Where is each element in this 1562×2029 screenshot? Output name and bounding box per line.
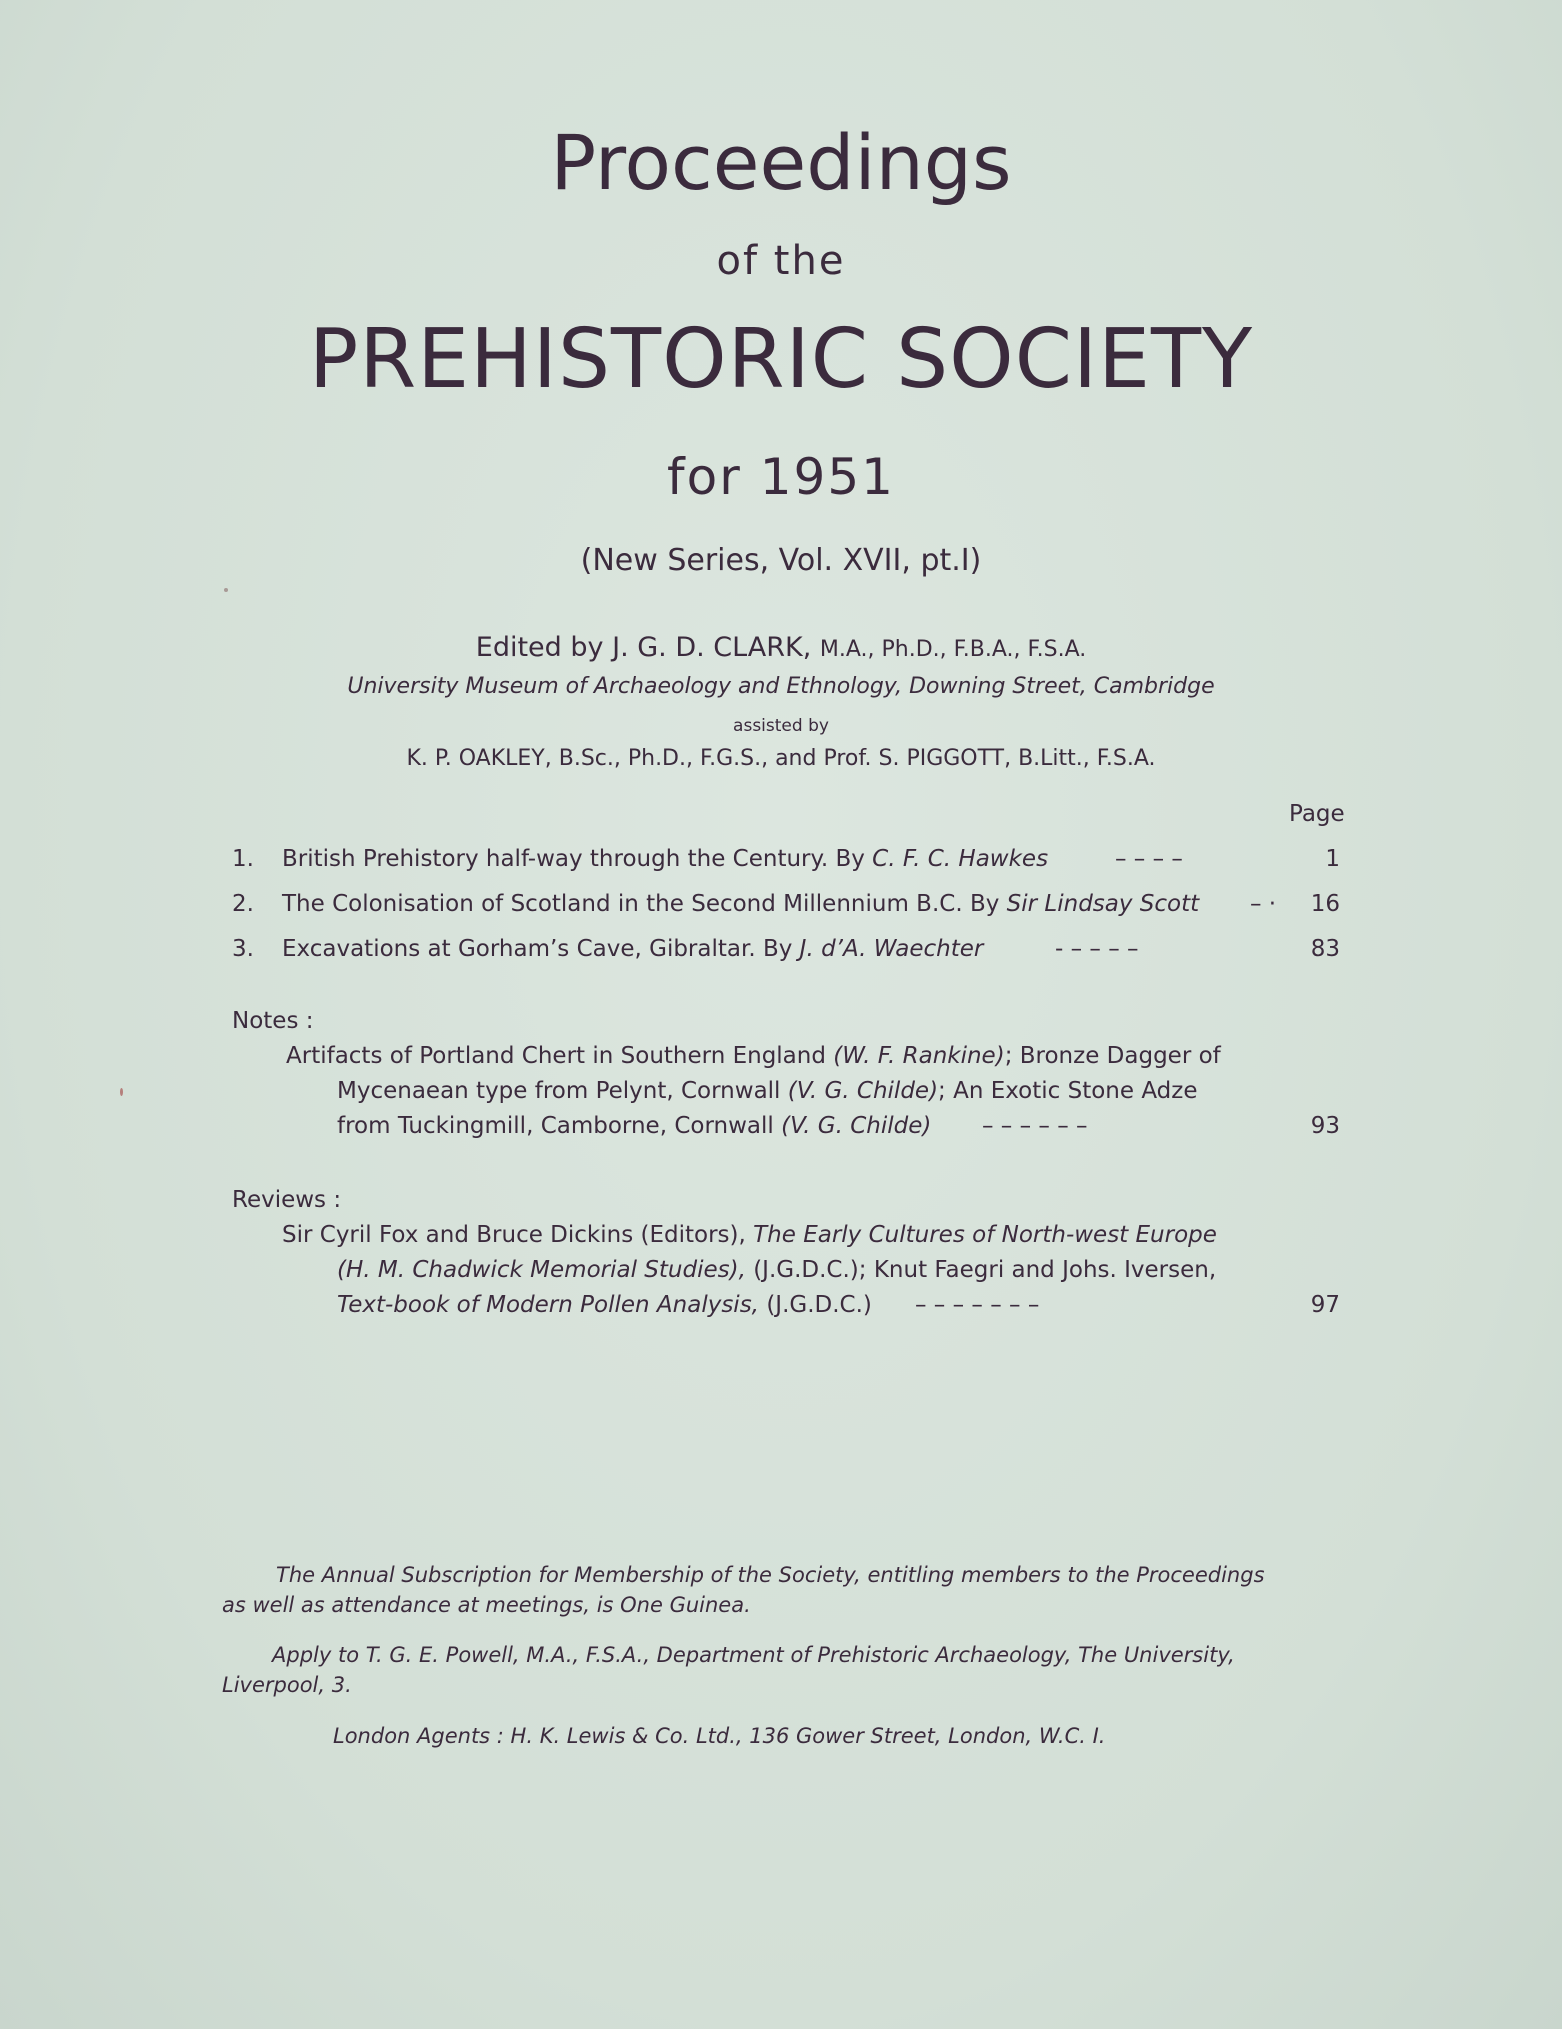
paper-blemish (120, 1088, 123, 1096)
page-column-header: Page (1289, 801, 1345, 827)
apply-note: Apply to T. G. E. Powell, M.A., F.S.A., Department of Prehistoric Archaeology, The University, (272, 1643, 1235, 1667)
leader-dashes: - – – – – (1055, 936, 1139, 962)
article-title: Excavations at Gorham’s Cave, Gibraltar. (282, 936, 756, 962)
reviews-line (337, 1292, 872, 1318)
reviews-line (337, 1257, 1216, 1283)
editor-degrees: M.A., Ph.D., F.B.A., F.S.A. (819, 637, 1087, 662)
note-title: Artifacts of Portland Chert in Southern England (286, 1043, 826, 1069)
paper-blemish (224, 588, 228, 592)
entry-number: 1. (232, 846, 254, 872)
assisted-by: assisted by (733, 716, 829, 736)
leader-dashes: – · (1250, 891, 1277, 917)
reviews-page: 97 (1310, 1292, 1340, 1318)
note-title: from Tuckingmill, Camborne, Cornwall (337, 1113, 774, 1139)
assistant-editors: K. P. OAKLEY, B.Sc., Ph.D., F.G.S., and Prof. S. PIGGOTT, B.Litt., F.S.A. (406, 746, 1156, 771)
article-author: C. F. C. Hawkes (872, 846, 1049, 872)
series-info: (New Series, Vol. XVII, pt.I) (580, 543, 982, 578)
review-title: Text-book of Modern Pollen Analysis, (337, 1292, 759, 1318)
note-title: Mycenaean type from Pelynt, Cornwall (337, 1078, 781, 1104)
entry-page: 83 (1310, 936, 1340, 962)
entry-title (282, 936, 983, 962)
leader-dashes: – – – – – – – (915, 1292, 1040, 1318)
entry-number: 2. (232, 891, 254, 917)
note-author: (V. G. Childe) (781, 1113, 932, 1139)
note-author: (V. G. Childe) (787, 1078, 939, 1104)
note-title: ; An Exotic Stone Adze (938, 1078, 1198, 1104)
notes-heading: Notes : (232, 1008, 314, 1034)
article-author: Sir Lindsay Scott (1006, 891, 1200, 917)
article-title: British Prehistory half-way through the Century. (282, 846, 829, 872)
review-text: Sir Cyril Fox and Bruce Dickins (Editors), (282, 1222, 746, 1248)
notes-line (286, 1043, 1221, 1069)
editor-prefix: Edited by (475, 632, 604, 663)
title-year: for 1951 (667, 448, 895, 506)
note-author: (W. F. Rankine) (833, 1043, 1005, 1069)
editor-affiliation: University Museum of Archaeology and Ethnology, Downing Street, Cambridge (347, 674, 1215, 699)
reviews-line (282, 1222, 1217, 1248)
by-label: By (762, 936, 793, 962)
notes-line (337, 1113, 931, 1139)
entry-title (282, 846, 1048, 872)
entry-page: 1 (1325, 846, 1340, 872)
article-author: J. d’A. Waechter (799, 936, 984, 962)
entry-title (282, 891, 1199, 917)
note-title: ; Bronze Dagger of (1004, 1043, 1221, 1069)
review-title: (H. M. Chadwick Memorial Studies), (337, 1257, 746, 1283)
subscription-note: The Annual Subscription for Membership of the Society, entitling members to the Proceedings (276, 1563, 1265, 1587)
title-proceedings: Proceedings (550, 118, 1012, 207)
entry-number: 3. (232, 936, 254, 962)
agents-note: London Agents : H. K. Lewis & Co. Ltd., 136 Gower Street, London, W.C. I. (333, 1724, 1106, 1748)
review-title: The Early Cultures of North-west Europe (753, 1222, 1217, 1248)
reviews-heading: Reviews : (232, 1187, 342, 1213)
notes-line (337, 1078, 1197, 1104)
by-label: By (835, 846, 865, 872)
title-society: PREHISTORIC SOCIETY (308, 312, 1254, 407)
apply-note: Liverpool, 3. (222, 1673, 352, 1697)
by-label: By (969, 891, 1000, 917)
editor-name: J. G. D. CLARK, (612, 632, 812, 663)
entry-page: 16 (1310, 891, 1340, 917)
review-text: (J.G.D.C.); Knut Faegri and Johs. Iversen, (753, 1257, 1217, 1283)
article-title: The Colonisation of Scotland in the Second Millennium B.C. (282, 891, 963, 917)
subscription-note: as well as attendance at meetings, is One Guinea. (222, 1593, 751, 1617)
leader-dashes: – – – – (1115, 846, 1183, 872)
notes-page: 93 (1310, 1113, 1340, 1139)
editor-line (0, 632, 1562, 663)
review-text: (J.G.D.C.) (766, 1292, 872, 1318)
title-of-the: of the (716, 238, 846, 284)
leader-dashes: – – – – – – (982, 1113, 1088, 1139)
